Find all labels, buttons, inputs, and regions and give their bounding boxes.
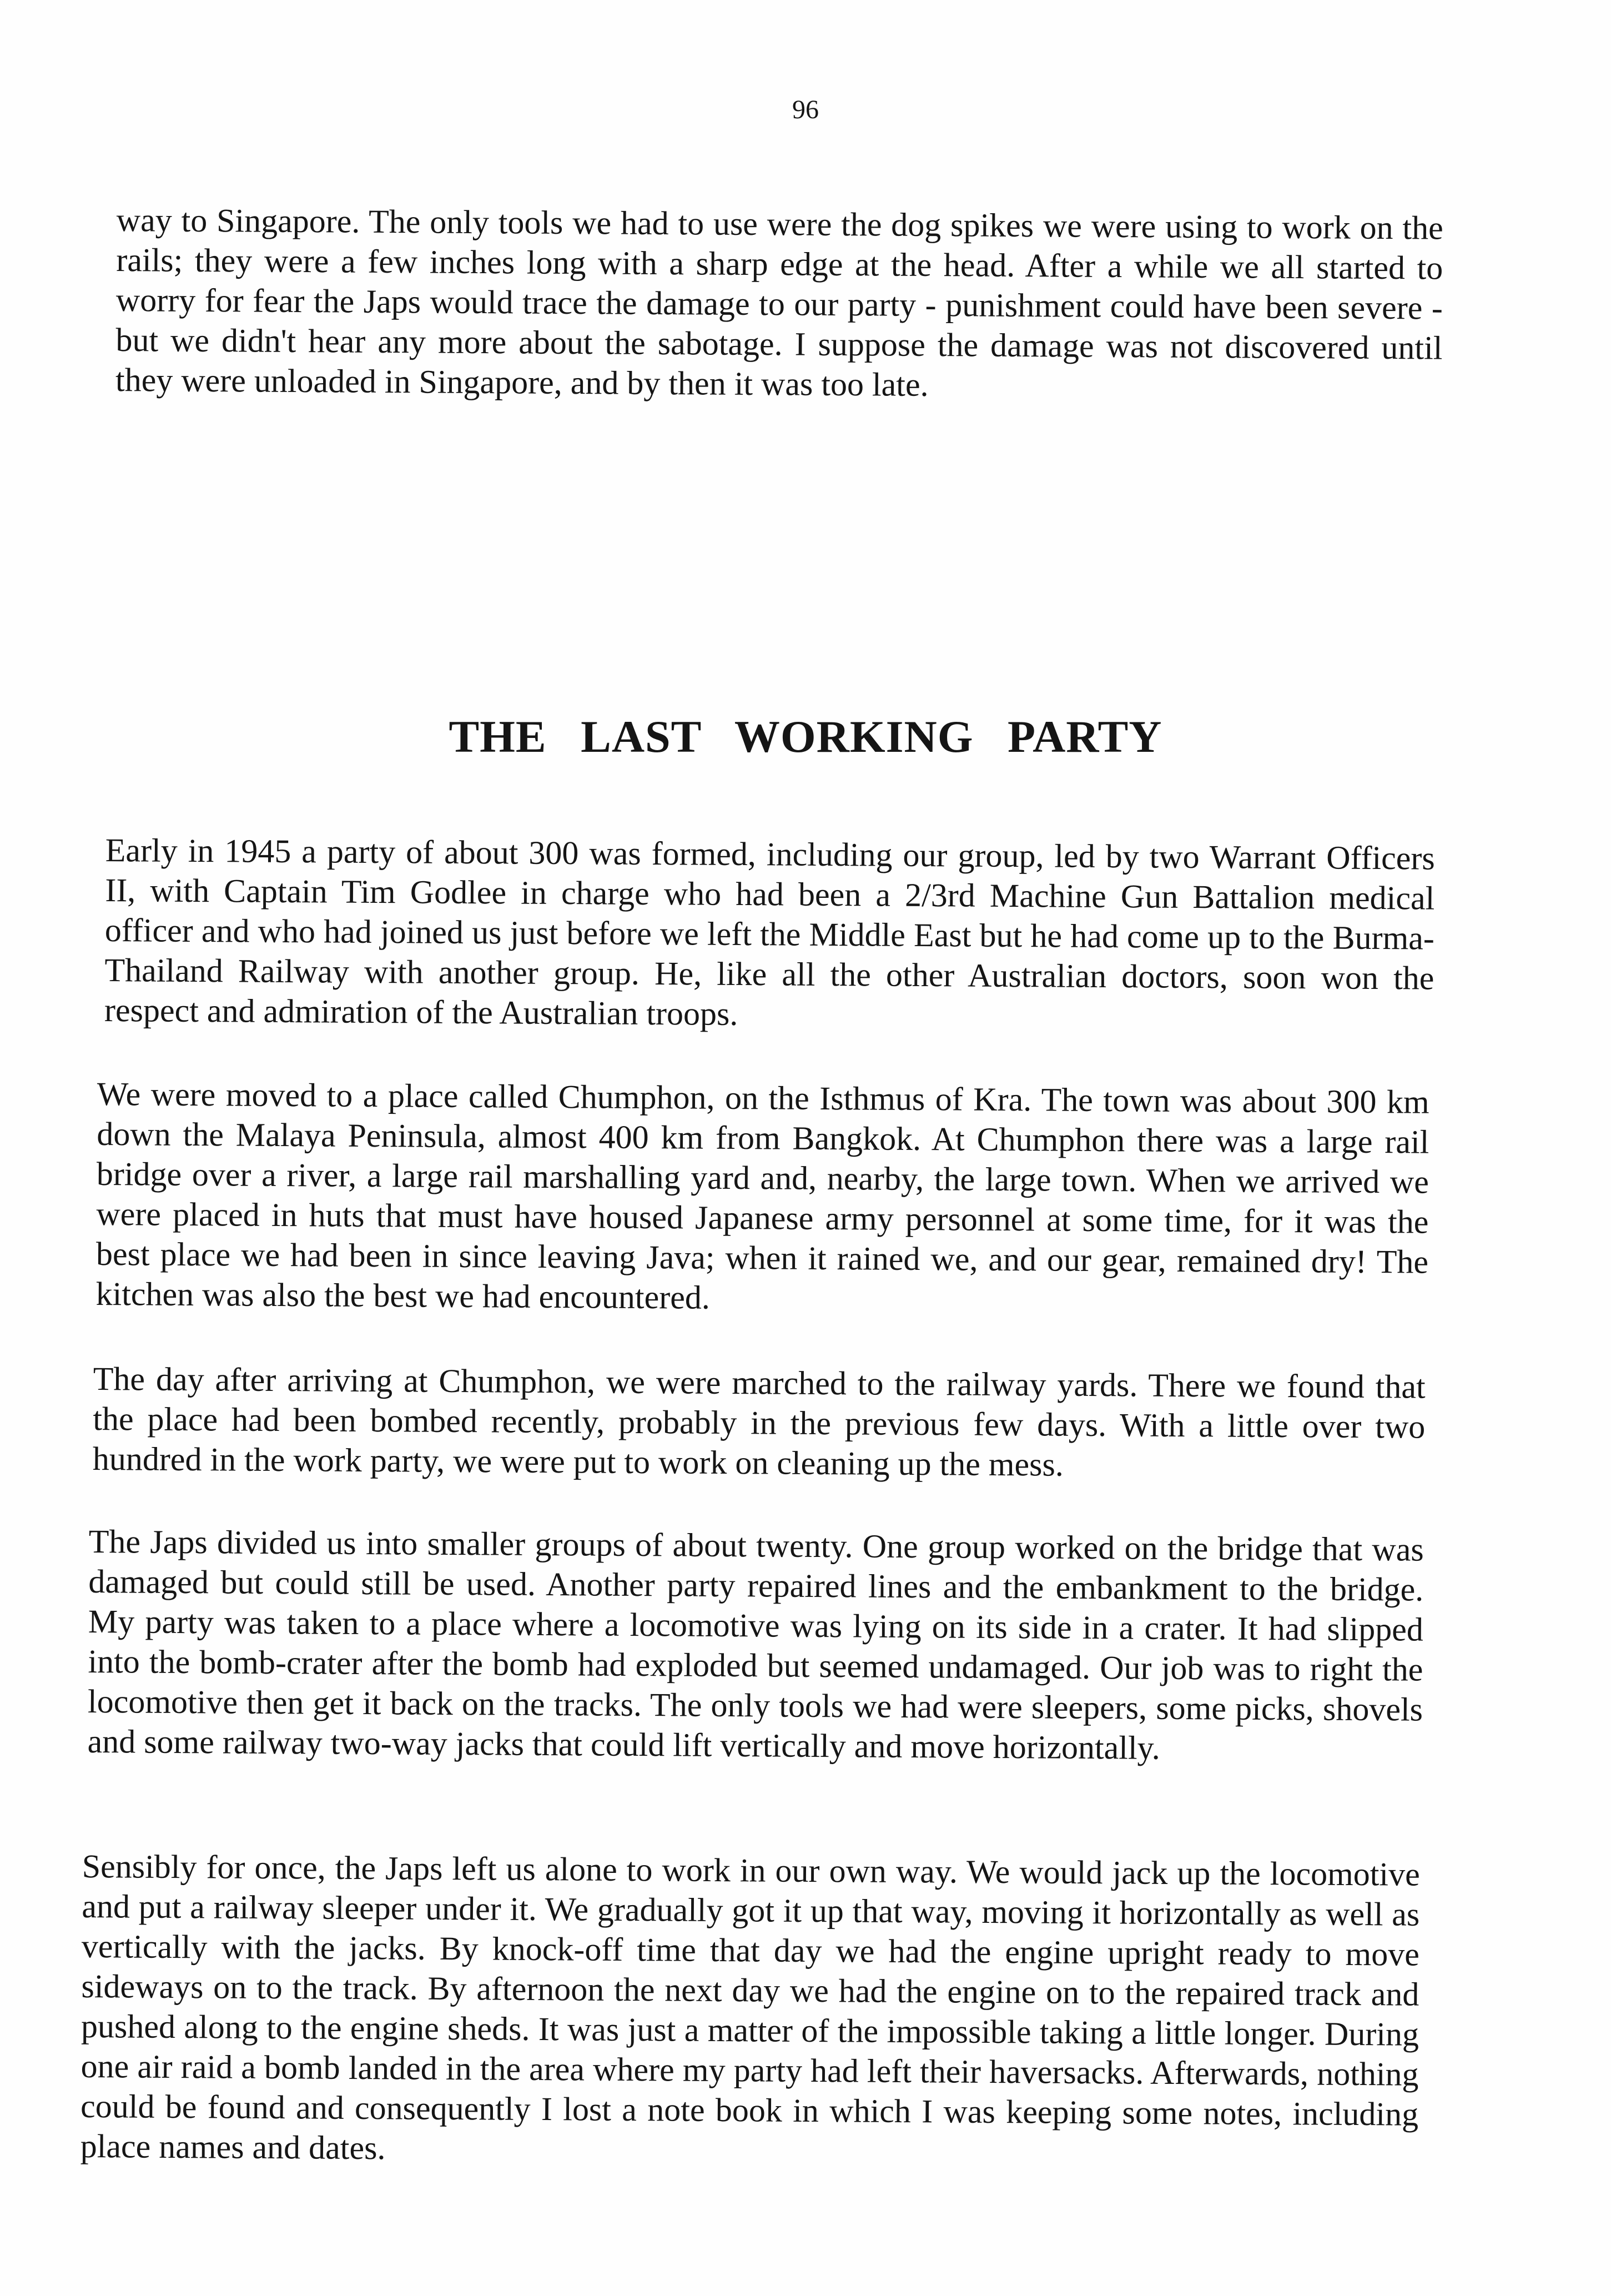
paragraph-party-formed: Early in 1945 a party of about 300 was formed, including our group, led by two Warrant Officers II, with Captain Tim Godlee in charge who had been a 2/3rd Machine Gun Battalion medical officer and who had joined us just before we left the Middle East but he had come up to the Burma-Thailand Railway with another group. He, like all the other Australian doctors, soon won the respect and admiration of the Australian troops. <box>104 832 1435 1032</box>
section-heading: THE LAST WORKING PARTY <box>449 711 1162 762</box>
paragraph-work-groups: The Japs divided us into smaller groups of about twenty. One group worked on the bridge that was damaged but could still be used. Another party repaired lines and the embankment to the bridge. My party was taken to a place where a locomotive was lying on its side in a crater. It had slipped into the bomb-crater after the bomb had exploded but seemed undamaged. Our job was to right the locomotive then get it back on the tracks. The only tools we had were sleepers, some picks, shovels and some railway two-way jacks that could lift vertically and move horizontally. <box>87 1523 1424 1766</box>
paragraph-locomotive: Sensibly for once, the Japs left us alone to work in our own way. We would jack up the locomotive and put a railway sleeper under it. We gradually got it up that way, moving it horizontally as well as vertically with the jacks. By knock-off time that day we had the engine upright ready to move sideways on to the track. By afternoon the next day we had the engine on to the repaired track and pushed along to the engine sheds. It was just a matter of the impossible taking a little longer. During one air raid a bomb landed in the area where my party had left their haversacks. Afterwards, nothing could be found and consequently I lost a note book in which I was keeping some notes, including place names and dates. <box>80 1848 1420 2167</box>
paragraph-continuation: way to Singapore. The only tools we had to use were the dog spikes we were using to work on the rails; they were a few inches long with a sharp edge at the head. After a while we all started to worry for fear the Japs would trace the damage to our party - punishment could have been severe - but we didn't hear any more about the sabotage. I suppose the damage was not discovered until they were unloaded in Singapore, and by then it was too late. <box>115 201 1443 403</box>
paragraph-railway-yards: The day after arriving at Chumphon, we were marched to the railway yards. There we found that the place had been bombed recently, probably in the previous few days. With a little over two hundred in the work party, we were put to work on cleaning up the mess. <box>92 1360 1426 1483</box>
paragraph-chumphon: We were moved to a place called Chumphon, on the Isthmus of Kra. The town was about 300 km down the Malaya Peninsula, almost 400 km from Bangkok. At Chumphon there was a large rail bridge over a river, a large rail marshalling yard and, nearby, the large town. When we arrived we were placed in huts that must have housed Japanese army personnel at some time, for it was the best place we had been in since leaving Java; when it rained we, and our gear, remained dry! The kitchen was also the best we had encountered. <box>95 1076 1429 1316</box>
page-number: 96 <box>792 95 819 124</box>
